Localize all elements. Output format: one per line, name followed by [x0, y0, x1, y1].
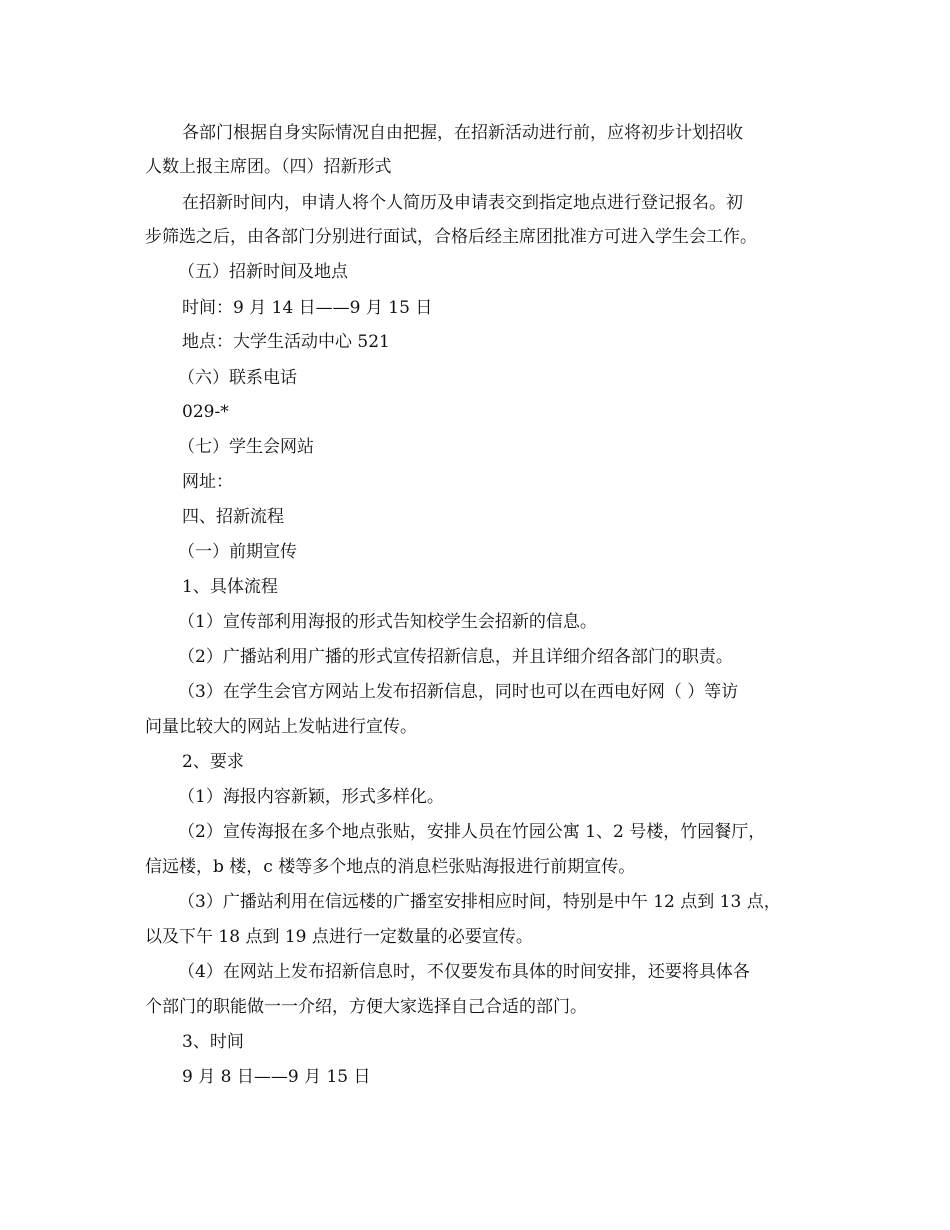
text-line: 以及下午 18 点到 19 点进行一定数量的必要宣传。: [145, 927, 533, 947]
section-heading: （七）学生会网站: [178, 437, 314, 457]
section-heading: （六）联系电话: [178, 368, 297, 388]
text-line: 9 月 8 日——9 月 15 日: [182, 1067, 371, 1087]
text-line: （1）海报内容新颖，形式多样化。: [178, 787, 444, 807]
text-line: （2）宣传海报在多个地点张贴，安排人员在竹园公寓 1、2 号楼，竹园餐厅，: [178, 822, 766, 842]
text-line: （3）广播站利用在信远楼的广播室安排相应时间，特别是中午 12 点到 13 点，: [178, 892, 781, 912]
section-heading: 四、招新流程: [182, 507, 284, 527]
text-line: 信远楼，b 楼，c 楼等多个地点的消息栏张贴海报进行前期宣传。: [145, 857, 636, 877]
text-line: （3）在学生会官方网站上发布招新信息，同时也可以在西电好网（ ）等访: [178, 682, 739, 702]
text-line: 地点：大学生活动中心 521: [182, 332, 390, 352]
text-line: 各部门根据自身实际情况自由把握，在招新活动进行前，应将初步计划招收: [182, 123, 743, 143]
text-line: 029-*: [182, 402, 229, 422]
text-line: 时间：9 月 14 日——9 月 15 日: [182, 298, 433, 318]
text-line: 个部门的职能做一一介绍，方便大家选择自己合适的部门。: [145, 997, 587, 1017]
section-heading: 2、要求: [182, 752, 244, 772]
text-line: 人数上报主席团。（四）招新形式: [145, 157, 392, 177]
section-heading: 3、时间: [182, 1032, 244, 1052]
text-line: 在招新时间内，申请人将个人简历及申请表交到指定地点进行登记报名。初: [182, 193, 743, 213]
text-line: （1）宣传部利用海报的形式告知校学生会招新的信息。: [178, 612, 597, 632]
text-line: 步筛选之后，由各部门分别进行面试，合格后经主席团批准方可进入学生会工作。: [145, 227, 757, 247]
section-heading: （一）前期宣传: [178, 542, 297, 562]
text-line: 网址：: [182, 472, 233, 492]
text-line: （2）广播站利用广播的形式宣传招新信息，并且详细介绍各部门的职责。: [178, 647, 733, 667]
section-heading: 1、具体流程: [182, 577, 278, 597]
text-line: 问量比较大的网站上发帖进行宣传。: [145, 717, 417, 737]
text-line: （4）在网站上发布招新信息时，不仅要发布具体的时间安排，还要将具体各: [178, 962, 750, 982]
section-heading: （五）招新时间及地点: [178, 262, 348, 282]
